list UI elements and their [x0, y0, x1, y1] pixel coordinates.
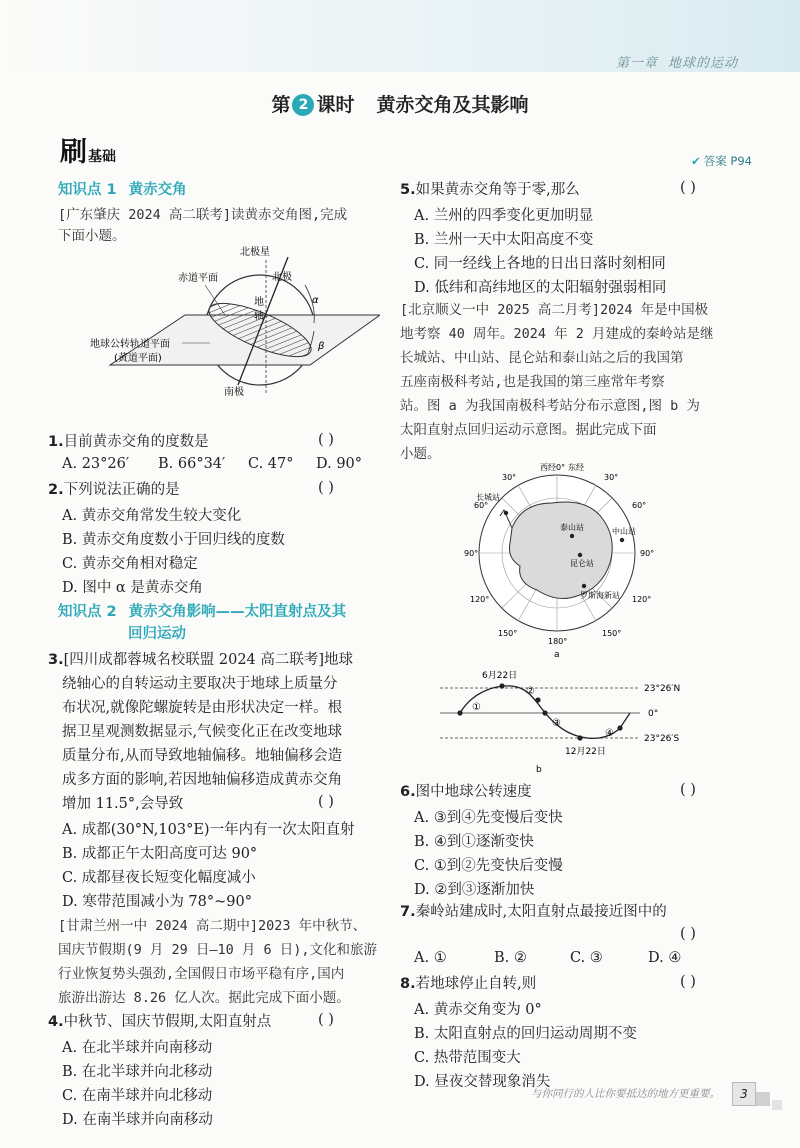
- source-line: 地考察 40 周年。2024 年 2 月建成的秦岭站是继: [400, 326, 714, 342]
- option[interactable]: A. 23°26′: [62, 456, 130, 472]
- label-west0: 西经0°: [540, 463, 566, 472]
- label-equator-plane: 赤道平面: [178, 273, 218, 284]
- knowledge-point-1: 知识点 1 黄赤交角: [58, 182, 187, 198]
- label-point3: ③: [552, 718, 561, 729]
- knowledge-point-2-cont: 回归运动: [128, 626, 186, 642]
- option[interactable]: B. 太阳直射点的回归运动周期不变: [414, 1026, 637, 1042]
- label-earth-axis-2: 轴: [254, 311, 264, 322]
- label-n-lat: 23°26′N: [644, 684, 681, 694]
- question-3-line: 增加 11.5°,会导致: [62, 796, 184, 812]
- question-4: 4.中秋节、国庆节假期,太阳直射点: [48, 1014, 272, 1030]
- question-5: 5.如果黄赤交角等于零,那么: [400, 182, 580, 198]
- ecliptic-angle-diagram: [90, 245, 380, 420]
- map-caption: a: [554, 650, 560, 658]
- answer-reference: ✔ 答案 P94: [691, 154, 752, 168]
- question-2: 2.下列说法正确的是: [48, 482, 180, 498]
- label-lon150a: 150°: [498, 629, 518, 638]
- source-line: 长城站、中山站、昆仑站和泰山站之后的我国第: [400, 350, 684, 366]
- option[interactable]: B. 兰州一天中太阳高度不变: [414, 232, 594, 248]
- label-lon60a: 60°: [474, 501, 489, 510]
- option[interactable]: D. 在南半球并向南移动: [62, 1112, 213, 1128]
- label-alpha: α: [312, 295, 319, 306]
- label-lon90a: 90°: [464, 549, 479, 558]
- label-earth-axis-1: 地: [254, 297, 264, 308]
- label-point2: ②: [526, 686, 535, 697]
- question-6: 6.图中地球公转速度: [400, 784, 532, 800]
- question-1: 1.目前黄赤交角的度数是: [48, 434, 209, 450]
- page-deco-square: [756, 1092, 770, 1106]
- answer-bracket[interactable]: ( ): [680, 974, 696, 990]
- section-brush-title: 刷基础: [60, 137, 116, 168]
- option[interactable]: A. 成都(30°N,103°E)一年内有一次太阳直射: [62, 822, 355, 838]
- page-title: 第 2 课时 黄赤交角及其影响: [271, 94, 529, 116]
- page-number: 3: [732, 1082, 756, 1106]
- option[interactable]: C. 热带范围变大: [414, 1050, 521, 1066]
- label-lon120b: 120°: [632, 595, 652, 604]
- option[interactable]: B. 黄赤交角度数小于回归线的度数: [62, 532, 285, 548]
- question-3-line: 布状况,就像陀螺旋转是由形状决定一样。根: [62, 700, 343, 716]
- option[interactable]: B. ④到①逐渐变快: [414, 834, 534, 850]
- answer-bracket[interactable]: ( ): [318, 794, 334, 810]
- question-3-line: 质量分布,从而导致地轴偏移。地轴偏移会造: [62, 748, 343, 764]
- option[interactable]: B. 在北半球并向北移动: [62, 1064, 213, 1080]
- source-line: 五座南极科考站,也是我国的第三座常年考察: [400, 374, 665, 390]
- option[interactable]: A. 黄赤交角常发生较大变化: [62, 508, 242, 524]
- option[interactable]: D. 图中 α 是黄赤交角: [62, 580, 203, 596]
- question-3-line: 绕轴心的自转运动主要取决于地球上质量分: [62, 676, 338, 692]
- label-east: 东经: [568, 463, 584, 472]
- option[interactable]: B. 66°34′: [158, 456, 226, 472]
- label-lon30b: 30°: [604, 473, 619, 482]
- option[interactable]: C. ③: [570, 950, 603, 966]
- question-3: 3.[四川成都蓉城名校联盟 2024 高二联考]地球: [48, 652, 354, 668]
- option[interactable]: A. 在北半球并向南移动: [62, 1040, 213, 1056]
- answer-bracket[interactable]: ( ): [318, 1012, 334, 1028]
- label-north-star: 北极星: [240, 247, 270, 258]
- option[interactable]: D. 低纬和高纬地区的太阳辐射强弱相同: [414, 280, 667, 296]
- label-point1: ①: [472, 702, 481, 713]
- option[interactable]: A. ③到④先变慢后变快: [414, 810, 563, 826]
- option[interactable]: A. 黄赤交角变为 0°: [414, 1002, 542, 1018]
- label-north-pole: 北极: [272, 272, 292, 283]
- label-lon60b: 60°: [632, 501, 647, 510]
- label-lon30a: 30°: [502, 473, 517, 482]
- label-lon90b: 90°: [640, 549, 655, 558]
- question-3-line: 成多方面的影响,若因地轴偏移造成黄赤交角: [62, 772, 343, 788]
- lesson-number-badge: 2: [292, 94, 314, 116]
- question-7: 7.秦岭站建成时,太阳直射点最接近图中的: [400, 904, 667, 920]
- source-line: 站。图 a 为我国南极科考站分布示意图,图 b 为: [400, 398, 700, 414]
- figb-caption: b: [536, 765, 542, 775]
- answer-bracket[interactable]: ( ): [680, 782, 696, 798]
- label-taishan: 泰山站: [560, 523, 584, 532]
- antarctic-station-map: [462, 458, 662, 658]
- answer-bracket[interactable]: ( ): [318, 480, 334, 496]
- label-beta: β: [318, 341, 325, 352]
- label-ecliptic-plane: (黄道平面): [114, 353, 162, 364]
- label-jun22: 6月22日: [482, 671, 518, 681]
- label-dec22: 12月22日: [565, 747, 606, 757]
- option[interactable]: A. 兰州的四季变化更加明显: [414, 208, 594, 224]
- answer-bracket[interactable]: ( ): [680, 926, 696, 942]
- option[interactable]: C. 黄赤交角相对稳定: [62, 556, 198, 572]
- label-s-lat: 23°26′S: [644, 734, 680, 744]
- label-lon150b: 150°: [602, 629, 622, 638]
- footer-quote: 与你同行的人比你要抵达的地方更重要。: [531, 1088, 720, 1100]
- option[interactable]: A. ①: [414, 950, 447, 966]
- source-line: 国庆节假期(9 月 29 日—10 月 6 日),文化和旅游: [58, 942, 378, 958]
- source-line: [北京顺义一中 2025 高二月考]2024 年是中国极: [400, 302, 709, 318]
- page-deco-square: [772, 1100, 782, 1110]
- option[interactable]: D. ②到③逐渐加快: [414, 882, 535, 898]
- source-line: 小题。: [400, 446, 441, 462]
- option[interactable]: C. ①到②先变快后变慢: [414, 858, 563, 874]
- source-line: 下面小题。: [58, 228, 126, 244]
- option[interactable]: B. 成都正午太阳高度可达 90°: [62, 846, 258, 862]
- knowledge-point-2: 知识点 2 黄赤交角影响——太阳直射点及其: [58, 604, 347, 620]
- label-zhongshan: 中山站: [612, 527, 636, 536]
- label-south-pole: 南极: [224, 387, 244, 398]
- label-orbit-plane: 地球公转轨道平面: [90, 339, 170, 350]
- label-changcheng: 长城站: [476, 493, 500, 502]
- check-icon: ✔: [691, 154, 701, 168]
- option[interactable]: D. ④: [648, 950, 682, 966]
- option[interactable]: D. 90°: [316, 456, 363, 472]
- label-kunlun: 昆仑站: [570, 559, 594, 568]
- label-lon120a: 120°: [470, 595, 490, 604]
- solar-migration-diagram: [430, 668, 700, 778]
- chapter-header: 第一章 地球的运动: [615, 56, 738, 71]
- option[interactable]: C. 同一经线上各地的日出日落时刻相同: [414, 256, 666, 272]
- answer-bracket[interactable]: ( ): [680, 180, 696, 196]
- option[interactable]: C. 在南半球并向北移动: [62, 1088, 213, 1104]
- label-luosihai: 罗斯海新站: [580, 591, 620, 600]
- source-line: 旅游出游达 8.26 亿人次。据此完成下面小题。: [58, 990, 350, 1006]
- source-line: 行业恢复势头强劲,全国假日市场平稳有序,国内: [58, 966, 345, 982]
- option[interactable]: C. 成都昼夜长短变化幅度减小: [62, 870, 256, 886]
- label-equator: 0°: [648, 709, 659, 719]
- source-line: 太阳直射点回归运动示意图。据此完成下面: [400, 422, 657, 438]
- question-3-line: 据卫星观测数据显示,气候变化正在改变地球: [62, 724, 343, 740]
- answer-bracket[interactable]: ( ): [318, 432, 334, 448]
- source-line: [广东肇庆 2024 高二联考]读黄赤交角图,完成: [58, 207, 348, 223]
- option[interactable]: C. 47°: [248, 456, 294, 472]
- option[interactable]: D. 寒带范围减小为 78°~90°: [62, 894, 252, 910]
- label-point4: ④: [605, 728, 614, 739]
- label-lon180: 180°: [548, 637, 568, 646]
- source-line: [甘肃兰州一中 2024 高二期中]2023 年中秋节、: [58, 918, 367, 934]
- question-8: 8.若地球停止自转,则: [400, 976, 537, 992]
- option[interactable]: B. ②: [494, 950, 527, 966]
- option[interactable]: D. 昼夜交替现象消失: [414, 1074, 551, 1090]
